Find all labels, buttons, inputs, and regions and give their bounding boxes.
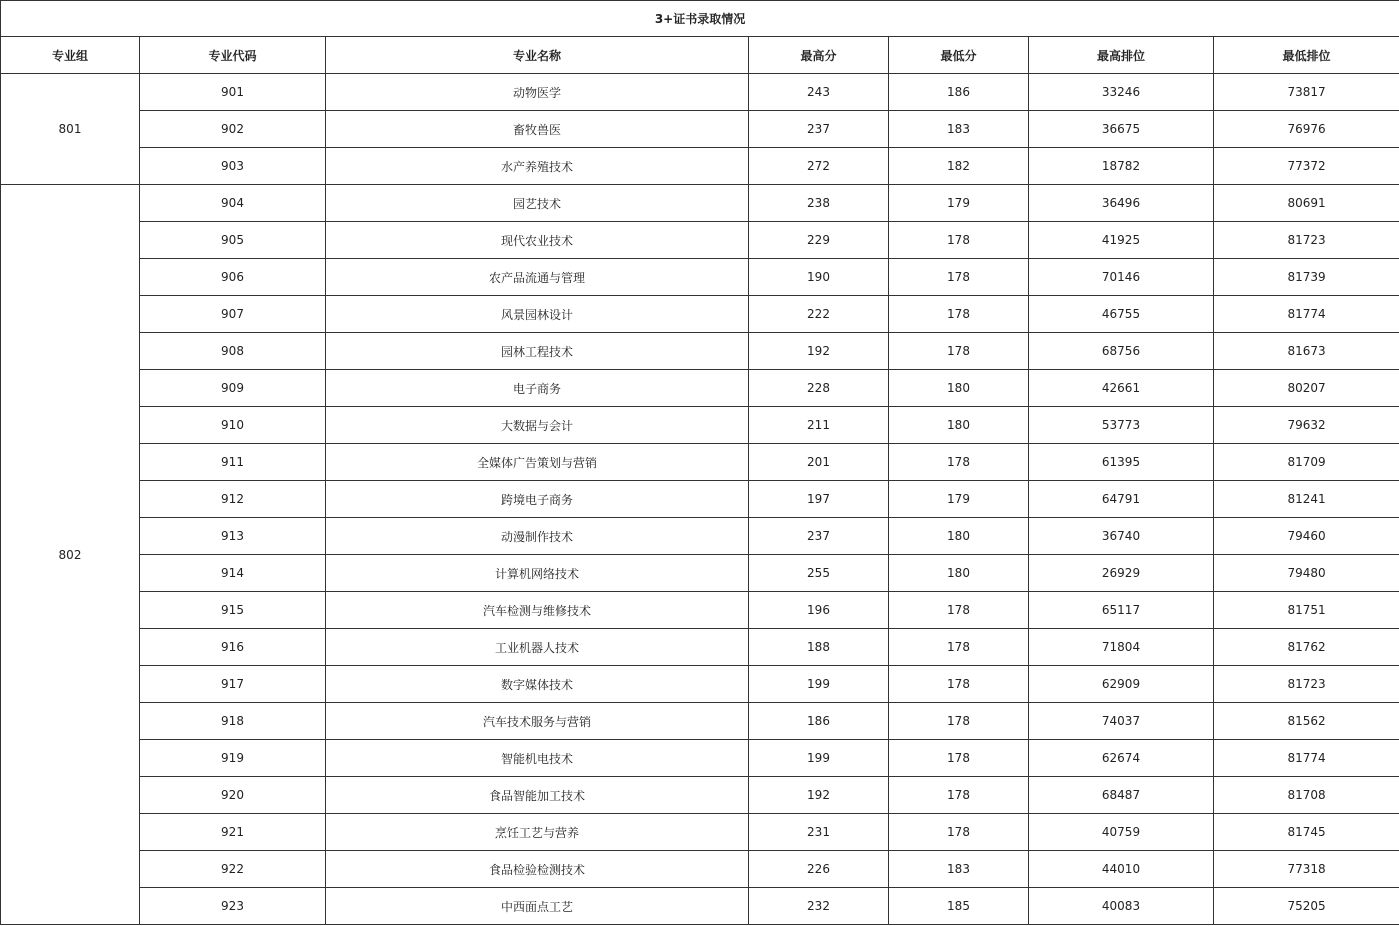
- cell-min-rank: 81723: [1214, 222, 1399, 259]
- cell-code: 922: [140, 851, 326, 888]
- cell-name: 园林工程技术: [326, 333, 749, 370]
- cell-max-score: 255: [749, 555, 889, 592]
- cell-code: 911: [140, 444, 326, 481]
- cell-max-score: 197: [749, 481, 889, 518]
- cell-max-score: 199: [749, 666, 889, 703]
- cell-max-score: 188: [749, 629, 889, 666]
- cell-max-score: 211: [749, 407, 889, 444]
- cell-max-rank: 42661: [1029, 370, 1214, 407]
- cell-max-score: 231: [749, 814, 889, 851]
- cell-max-rank: 53773: [1029, 407, 1214, 444]
- header-code: 专业代码: [140, 37, 326, 74]
- cell-code: 908: [140, 333, 326, 370]
- table-row: [1, 370, 1399, 407]
- cell-max-rank: 41925: [1029, 222, 1214, 259]
- cell-min-score: 182: [889, 148, 1029, 185]
- cell-max-rank: 68487: [1029, 777, 1214, 814]
- cell-min-rank: 80207: [1214, 370, 1399, 407]
- cell-min-score: 178: [889, 444, 1029, 481]
- cell-name: 电子商务: [326, 370, 749, 407]
- cell-name: 工业机器人技术: [326, 629, 749, 666]
- cell-max-score: 199: [749, 740, 889, 777]
- header-group: 专业组: [1, 37, 140, 74]
- cell-code: 915: [140, 592, 326, 629]
- cell-name: 动物医学: [326, 74, 749, 111]
- cell-name: 大数据与会计: [326, 407, 749, 444]
- cell-min-rank: 81708: [1214, 777, 1399, 814]
- header-min-rank: 最低排位: [1214, 37, 1399, 74]
- cell-max-rank: 74037: [1029, 703, 1214, 740]
- cell-code: 901: [140, 74, 326, 111]
- cell-max-rank: 33246: [1029, 74, 1214, 111]
- cell-min-score: 180: [889, 370, 1029, 407]
- cell-code: 913: [140, 518, 326, 555]
- cell-code: 912: [140, 481, 326, 518]
- cell-min-rank: 77318: [1214, 851, 1399, 888]
- cell-max-rank: 46755: [1029, 296, 1214, 333]
- cell-code: 907: [140, 296, 326, 333]
- cell-name: 风景园林设计: [326, 296, 749, 333]
- table-row: [1, 740, 1399, 777]
- title-row: [1, 1, 1399, 37]
- cell-code: 905: [140, 222, 326, 259]
- cell-max-score: 186: [749, 703, 889, 740]
- cell-max-rank: 36675: [1029, 111, 1214, 148]
- cell-name: 数字媒体技术: [326, 666, 749, 703]
- cell-max-rank: 36740: [1029, 518, 1214, 555]
- table-row: [1, 592, 1399, 629]
- cell-max-score: 237: [749, 111, 889, 148]
- cell-min-score: 180: [889, 518, 1029, 555]
- table-row: [1, 296, 1399, 333]
- cell-max-rank: 36496: [1029, 185, 1214, 222]
- cell-min-rank: 81774: [1214, 740, 1399, 777]
- table-row: [1, 518, 1399, 555]
- cell-name: 全媒体广告策划与营销: [326, 444, 749, 481]
- cell-min-rank: 81739: [1214, 259, 1399, 296]
- cell-min-rank: 81562: [1214, 703, 1399, 740]
- cell-min-score: 178: [889, 629, 1029, 666]
- table-row: [1, 222, 1399, 259]
- cell-max-score: 237: [749, 518, 889, 555]
- table-row: [1, 74, 1399, 111]
- cell-name: 现代农业技术: [326, 222, 749, 259]
- cell-code: 919: [140, 740, 326, 777]
- cell-max-rank: 18782: [1029, 148, 1214, 185]
- cell-min-rank: 81774: [1214, 296, 1399, 333]
- cell-min-score: 178: [889, 222, 1029, 259]
- cell-max-score: 243: [749, 74, 889, 111]
- cell-max-rank: 61395: [1029, 444, 1214, 481]
- cell-min-rank: 81745: [1214, 814, 1399, 851]
- cell-name: 园艺技术: [326, 185, 749, 222]
- cell-max-rank: 70146: [1029, 259, 1214, 296]
- table-row: [1, 629, 1399, 666]
- cell-name: 食品检验检测技术: [326, 851, 749, 888]
- table-body: [1, 74, 1399, 925]
- cell-code: 910: [140, 407, 326, 444]
- cell-min-score: 178: [889, 592, 1029, 629]
- cell-code: 918: [140, 703, 326, 740]
- cell-code: 909: [140, 370, 326, 407]
- cell-min-score: 183: [889, 111, 1029, 148]
- cell-name: 食品智能加工技术: [326, 777, 749, 814]
- cell-min-rank: 80691: [1214, 185, 1399, 222]
- cell-name: 水产养殖技术: [326, 148, 749, 185]
- table-row: [1, 666, 1399, 703]
- cell-min-score: 178: [889, 296, 1029, 333]
- cell-max-rank: 65117: [1029, 592, 1214, 629]
- cell-name: 畜牧兽医: [326, 111, 749, 148]
- cell-min-rank: 79460: [1214, 518, 1399, 555]
- cell-min-score: 178: [889, 259, 1029, 296]
- cell-min-rank: 77372: [1214, 148, 1399, 185]
- cell-max-rank: 71804: [1029, 629, 1214, 666]
- cell-max-score: 196: [749, 592, 889, 629]
- table-row: [1, 185, 1399, 222]
- cell-min-score: 179: [889, 481, 1029, 518]
- cell-max-rank: 68756: [1029, 333, 1214, 370]
- cell-min-rank: 79480: [1214, 555, 1399, 592]
- header-name: 专业名称: [326, 37, 749, 74]
- table-row: [1, 333, 1399, 370]
- cell-min-score: 178: [889, 333, 1029, 370]
- cell-code: 920: [140, 777, 326, 814]
- table-row: [1, 481, 1399, 518]
- cell-min-rank: 75205: [1214, 888, 1399, 925]
- cell-name: 汽车检测与维修技术: [326, 592, 749, 629]
- cell-min-score: 178: [889, 740, 1029, 777]
- cell-min-score: 180: [889, 407, 1029, 444]
- cell-min-rank: 81762: [1214, 629, 1399, 666]
- cell-min-score: 180: [889, 555, 1029, 592]
- cell-code: 906: [140, 259, 326, 296]
- cell-min-score: 178: [889, 666, 1029, 703]
- cell-min-rank: 81723: [1214, 666, 1399, 703]
- cell-code: 903: [140, 148, 326, 185]
- cell-code: 916: [140, 629, 326, 666]
- cell-max-score: 272: [749, 148, 889, 185]
- cell-code: 923: [140, 888, 326, 925]
- cell-min-score: 179: [889, 185, 1029, 222]
- table-title: 3+证书录取情况: [1, 1, 1399, 37]
- cell-max-rank: 26929: [1029, 555, 1214, 592]
- cell-min-score: 178: [889, 703, 1029, 740]
- cell-min-rank: 73817: [1214, 74, 1399, 111]
- cell-max-score: 232: [749, 888, 889, 925]
- cell-code: 902: [140, 111, 326, 148]
- cell-max-score: 190: [749, 259, 889, 296]
- cell-max-rank: 40083: [1029, 888, 1214, 925]
- cell-min-score: 178: [889, 814, 1029, 851]
- cell-name: 计算机网络技术: [326, 555, 749, 592]
- cell-min-score: 186: [889, 74, 1029, 111]
- cell-min-rank: 76976: [1214, 111, 1399, 148]
- cell-code: 904: [140, 185, 326, 222]
- cell-max-rank: 64791: [1029, 481, 1214, 518]
- table-row: [1, 703, 1399, 740]
- cell-min-rank: 79632: [1214, 407, 1399, 444]
- cell-max-score: 229: [749, 222, 889, 259]
- cell-code: 917: [140, 666, 326, 703]
- cell-max-rank: 62674: [1029, 740, 1214, 777]
- cell-group: 802: [1, 185, 140, 925]
- header-min-score: 最低分: [889, 37, 1029, 74]
- cell-name: 烹饪工艺与营养: [326, 814, 749, 851]
- table-row: [1, 888, 1399, 925]
- cell-max-score: 238: [749, 185, 889, 222]
- header-max-rank: 最高排位: [1029, 37, 1214, 74]
- cell-max-rank: 44010: [1029, 851, 1214, 888]
- cell-max-score: 192: [749, 333, 889, 370]
- cell-group: 801: [1, 74, 140, 185]
- cell-name: 跨境电子商务: [326, 481, 749, 518]
- table-row: [1, 814, 1399, 851]
- cell-code: 914: [140, 555, 326, 592]
- cell-max-rank: 40759: [1029, 814, 1214, 851]
- cell-code: 921: [140, 814, 326, 851]
- cell-min-rank: 81751: [1214, 592, 1399, 629]
- cell-max-score: 226: [749, 851, 889, 888]
- cell-min-rank: 81709: [1214, 444, 1399, 481]
- cell-min-rank: 81673: [1214, 333, 1399, 370]
- table-row: [1, 111, 1399, 148]
- table-row: [1, 777, 1399, 814]
- cell-name: 农产品流通与管理: [326, 259, 749, 296]
- cell-min-rank: 81241: [1214, 481, 1399, 518]
- cell-max-rank: 62909: [1029, 666, 1214, 703]
- cell-min-score: 183: [889, 851, 1029, 888]
- cell-min-score: 178: [889, 777, 1029, 814]
- table-row: [1, 148, 1399, 185]
- cell-min-score: 185: [889, 888, 1029, 925]
- cell-name: 中西面点工艺: [326, 888, 749, 925]
- table-row: [1, 851, 1399, 888]
- table-row: [1, 259, 1399, 296]
- cell-name: 汽车技术服务与营销: [326, 703, 749, 740]
- cell-max-score: 228: [749, 370, 889, 407]
- cell-max-score: 192: [749, 777, 889, 814]
- cell-max-score: 222: [749, 296, 889, 333]
- cell-name: 动漫制作技术: [326, 518, 749, 555]
- table-row: [1, 407, 1399, 444]
- header-row: [1, 37, 1399, 74]
- header-max-score: 最高分: [749, 37, 889, 74]
- table-row: [1, 555, 1399, 592]
- cell-max-score: 201: [749, 444, 889, 481]
- cell-name: 智能机电技术: [326, 740, 749, 777]
- table-row: [1, 444, 1399, 481]
